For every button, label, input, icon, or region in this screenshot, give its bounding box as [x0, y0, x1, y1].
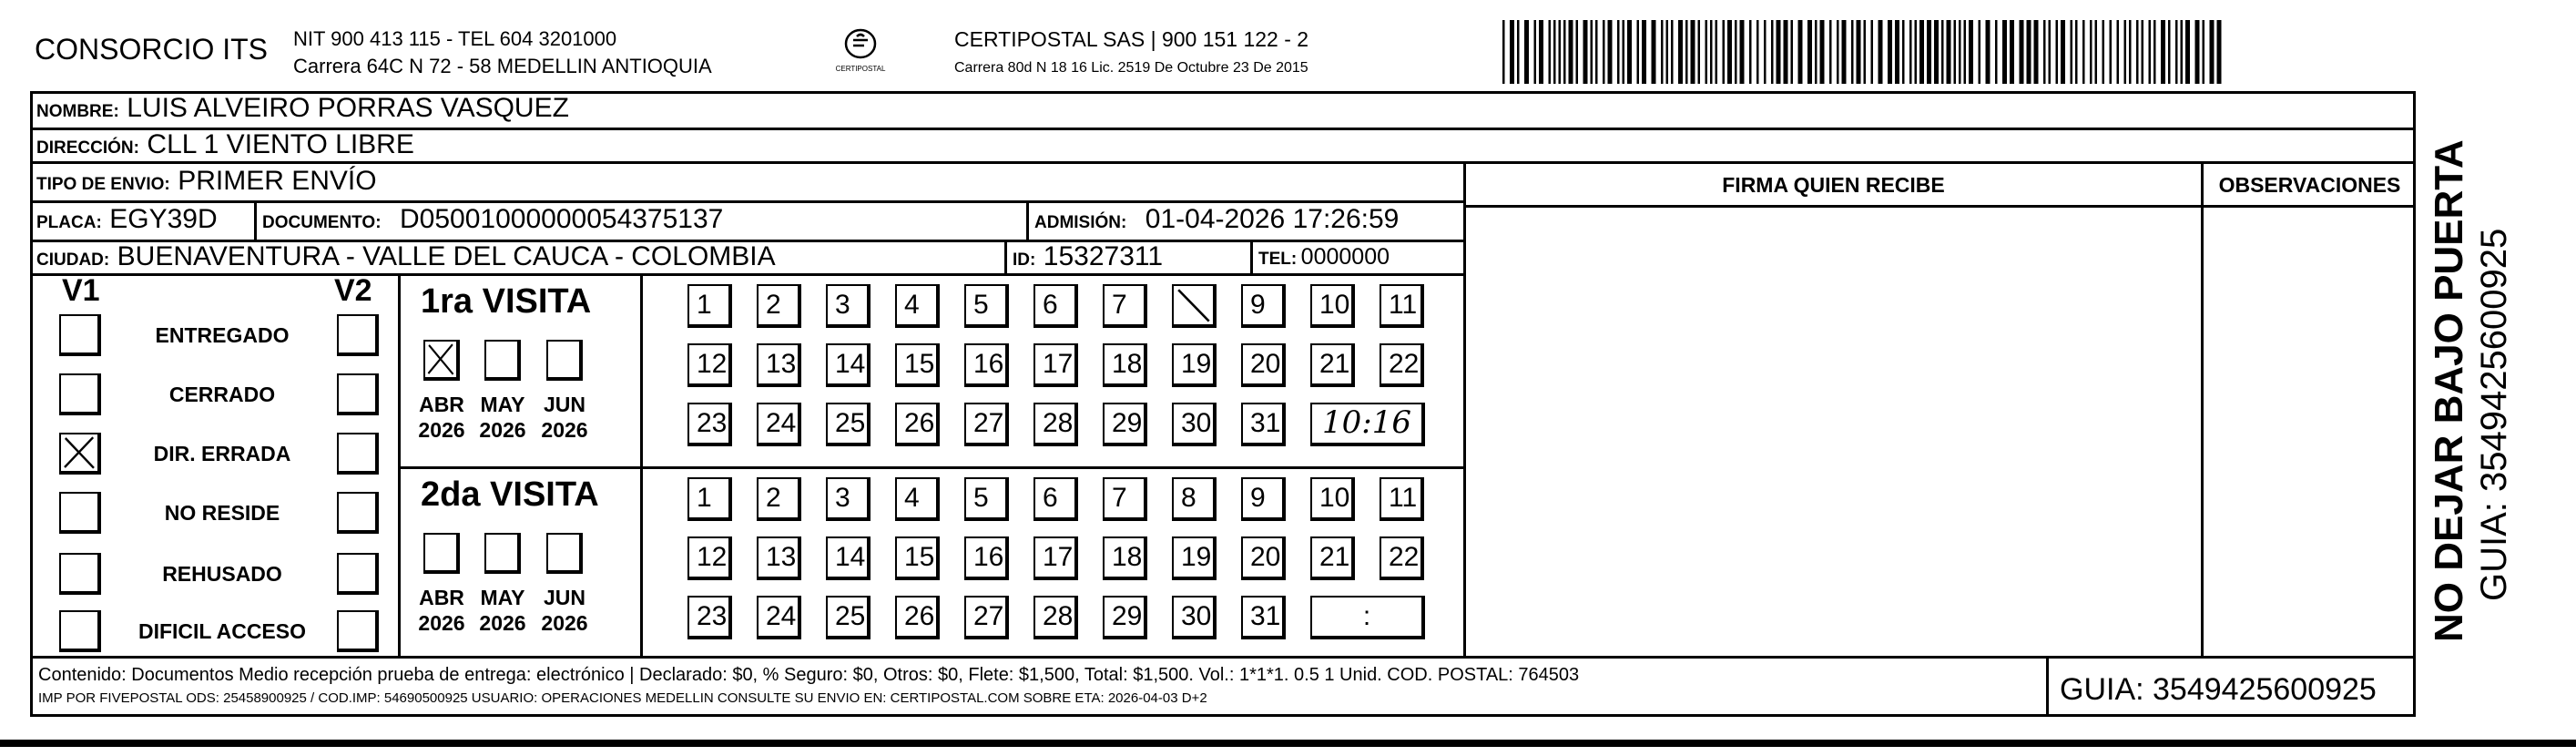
day-box[interactable]: 4 — [895, 477, 940, 521]
day-box[interactable]: 2 — [757, 284, 801, 328]
barcode-bar — [1710, 20, 1713, 84]
status-label: NO RESIDE — [164, 501, 280, 525]
day-box[interactable]: 17 — [1033, 536, 1078, 580]
barcode-bar — [2210, 20, 2215, 84]
direccion-row — [36, 129, 414, 160]
barcode-bar — [2090, 20, 2092, 84]
barcode-bar — [1637, 20, 1640, 84]
barcode-bar — [2043, 20, 2046, 84]
divider — [1004, 240, 1007, 273]
year-label: 2026 — [479, 418, 526, 442]
visit-title: 2da VISITA — [421, 475, 599, 514]
month-label: MAY — [480, 393, 525, 416]
barcode-bar — [1777, 20, 1781, 84]
barcode-bar — [1888, 20, 1892, 84]
day-box[interactable]: 5 — [964, 477, 1009, 521]
barcode-bar — [2168, 20, 2171, 84]
barcode-bar — [1820, 20, 1825, 84]
barcode-bar — [2149, 20, 2152, 84]
day-box[interactable]: 7 — [1103, 284, 1147, 328]
barcode-bar — [2117, 20, 2120, 84]
day-box[interactable]: 11 — [1380, 477, 1424, 521]
barcode-bar — [1705, 20, 1708, 84]
day-box[interactable]: 1 — [687, 284, 732, 328]
barcode-bar — [2153, 20, 2156, 84]
barcode-bar — [2129, 20, 2132, 84]
placa-label: PLACA: — [36, 213, 102, 232]
day-box[interactable]: 8 — [1172, 477, 1217, 521]
firma-header: FIRMA QUIEN RECIBE — [1722, 173, 1945, 197]
barcode-bar — [1716, 20, 1718, 84]
barcode-bar — [2010, 20, 2014, 84]
barcode-bar — [1798, 20, 1803, 84]
header — [0, 0, 2576, 91]
barcode-bar — [1661, 20, 1664, 84]
v2-checkbox[interactable] — [337, 433, 379, 475]
barcode-bar — [1829, 20, 1832, 84]
barcode-bar — [1979, 20, 1981, 84]
divider — [1463, 161, 1466, 656]
barcode-bar — [2110, 20, 2113, 84]
day-box[interactable]: 10 — [1310, 477, 1355, 521]
barcode-bar — [1851, 20, 1854, 84]
barcode-bar — [2027, 20, 2031, 84]
barcode-bar — [2082, 20, 2085, 84]
day-box[interactable]: 16 — [964, 536, 1009, 580]
barcode-bar — [1842, 20, 1847, 84]
day-box[interactable]: 31 — [1241, 403, 1286, 446]
barcode-bar — [1879, 20, 1883, 84]
nombre-row — [36, 93, 569, 124]
day-box[interactable]: 26 — [895, 596, 940, 639]
day-box[interactable]: 6 — [1033, 284, 1078, 328]
barcode-bar — [2124, 20, 2127, 84]
day-box[interactable]: 27 — [964, 596, 1009, 639]
month-checkbox[interactable] — [484, 340, 521, 381]
divider — [30, 161, 2416, 164]
day-box[interactable]: 2 — [757, 477, 801, 521]
barcode-bar — [1652, 20, 1656, 84]
x-mark-icon — [425, 342, 456, 377]
barcode-bar — [1954, 20, 1957, 84]
day-box[interactable]: 31 — [1241, 596, 1286, 639]
day-box[interactable]: 24 — [757, 403, 801, 446]
day-box[interactable]: 10 — [1310, 284, 1355, 328]
barcode-bar — [1807, 20, 1812, 84]
barcode-bar — [1524, 20, 1529, 84]
status-label: CERRADO — [168, 383, 276, 406]
day-box[interactable]: 30 — [1172, 403, 1217, 446]
barcode-bar — [1623, 20, 1625, 84]
day-box[interactable]: 28 — [1033, 403, 1078, 446]
barcode-bar — [1784, 20, 1788, 84]
day-box[interactable]: 30 — [1172, 596, 1217, 639]
day-box[interactable]: 11 — [1380, 284, 1424, 328]
barcode-bar — [1927, 20, 1931, 84]
barcode-bar — [2181, 20, 2184, 84]
barcode-bar — [1815, 20, 1817, 84]
barcode-bar — [2095, 20, 2098, 84]
documento-label: DOCUMENTO: — [262, 213, 382, 232]
barcode-bar — [1959, 20, 1961, 84]
nombre-label: NOMBRE: — [36, 102, 119, 121]
v2-checkbox[interactable] — [337, 314, 379, 356]
observaciones-area[interactable] — [2205, 209, 2414, 654]
day-box[interactable]: 5 — [964, 284, 1009, 328]
day-box[interactable]: 22 — [1380, 343, 1424, 387]
time-box[interactable]: : — [1310, 596, 1425, 639]
day-box[interactable]: 29 — [1103, 403, 1147, 446]
barcode-bar — [1569, 20, 1573, 84]
year-label: 2026 — [479, 611, 526, 635]
barcode-bar — [1559, 20, 1562, 84]
barcode-bar — [1837, 20, 1839, 84]
tel-field — [1258, 244, 1390, 271]
barcode-bar — [1864, 20, 1867, 84]
month-label: MAY — [480, 586, 525, 609]
divider — [398, 466, 1466, 469]
month-checkbox[interactable] — [484, 533, 521, 574]
barcode-graphic — [1502, 20, 2231, 84]
barcode-bar — [2161, 20, 2165, 84]
v2-checkbox[interactable] — [337, 492, 379, 534]
footer-imp: IMP POR FIVEPOSTAL ODS: 25458900925 / COD.IMP: 54690500925 USUARIO: OPERACIONES MEDELLIN CONSULTE SU ENVIO EN: CERTIPOSTAL.COM SOBRE ETA: 2026-04-03 D+2 — [38, 690, 1207, 706]
barcode-bar — [2175, 20, 2178, 84]
divider — [640, 273, 643, 656]
firma-area[interactable] — [1468, 209, 2199, 654]
barcode-bar — [1642, 20, 1646, 84]
observaciones-header: OBSERVACIONES — [2218, 173, 2401, 197]
barcode-bar — [1502, 20, 1505, 84]
barcode-bar — [1691, 20, 1695, 84]
year-label: 2026 — [541, 418, 588, 442]
divider — [2201, 161, 2204, 656]
status-label: ENTREGADO — [155, 323, 290, 347]
ciudad-field — [36, 241, 776, 272]
day-box[interactable]: 13 — [757, 536, 801, 580]
barcode-bar — [1771, 20, 1774, 84]
barcode-bar — [2071, 20, 2073, 84]
barcode-bar — [2056, 20, 2059, 84]
barcode-bar — [1595, 20, 1598, 84]
day-box[interactable] — [1172, 284, 1217, 328]
day-box[interactable]: 6 — [1033, 477, 1078, 521]
day-box[interactable]: 19 — [1172, 536, 1217, 580]
day-box[interactable]: 3 — [826, 284, 871, 328]
barcode-bar — [1969, 20, 1973, 84]
barcode-bar — [2049, 20, 2052, 84]
barcode-bar — [1749, 20, 1752, 84]
barcode-bar — [1723, 20, 1726, 84]
barcode-bar — [1857, 20, 1861, 84]
v2-checkbox[interactable] — [337, 610, 379, 652]
divider — [1466, 205, 2416, 208]
documento-value: D05001000000054375137 — [400, 204, 724, 234]
day-box[interactable]: 18 — [1103, 536, 1147, 580]
divider — [1026, 200, 1029, 240]
id-field — [1013, 241, 1163, 272]
visit-title: 1ra VISITA — [421, 282, 592, 321]
day-box[interactable]: 3 — [826, 477, 871, 521]
day-box[interactable]: 12 — [687, 343, 732, 387]
barcode-bar — [2195, 20, 2200, 84]
no-dejar-bajo-puerta: NO DEJAR BAJO PUERTA — [2427, 139, 2471, 642]
day-box[interactable]: 14 — [826, 343, 871, 387]
direccion-value: CLL 1 VIENTO LIBRE — [147, 129, 414, 159]
ciudad-label: CIUDAD: — [36, 250, 110, 270]
carrier-name: CERTIPOSTAL SAS | 900 151 122 - 2 — [954, 27, 1309, 51]
barcode-bar — [1563, 20, 1566, 84]
direccion-label: DIRECCIÓN: — [36, 138, 139, 158]
tipo-envio-value: PRIMER ENVÍO — [178, 166, 377, 196]
barcode-bar — [2136, 20, 2139, 84]
month-checkbox[interactable] — [546, 533, 583, 574]
v2-header: V2 — [334, 273, 372, 308]
barcode-bar — [1727, 20, 1732, 84]
admision-value: 01-04-2026 17:26:59 — [1145, 204, 1400, 234]
barcode-bar — [2103, 20, 2105, 84]
nombre-value: LUIS ALVEIRO PORRAS VASQUEZ — [127, 93, 569, 123]
v2-checkbox[interactable] — [337, 553, 379, 595]
v1-header: V1 — [62, 273, 100, 308]
day-box[interactable]: 9 — [1241, 477, 1286, 521]
barcode-bar — [1941, 20, 1944, 84]
barcode-bar — [1947, 20, 1951, 84]
barcode-bar — [1591, 20, 1593, 84]
barcode-bar — [1534, 20, 1537, 84]
day-box[interactable]: 1 — [687, 477, 732, 521]
day-box[interactable]: 15 — [895, 343, 940, 387]
x-mark-icon — [1174, 286, 1213, 324]
year-label: 2026 — [541, 611, 588, 635]
barcode-bar — [1735, 20, 1737, 84]
status-label: DIR. ERRADA — [153, 442, 291, 465]
barcode-bar — [1740, 20, 1745, 84]
barcode-bar — [1510, 20, 1514, 84]
divider — [30, 656, 2416, 659]
v2-checkbox[interactable] — [337, 373, 379, 415]
barcode-bar — [1617, 20, 1620, 84]
barcode-bar — [1603, 20, 1605, 84]
divider — [1250, 240, 1253, 273]
day-box[interactable]: 25 — [826, 403, 871, 446]
side-guia: GUIA: 3549425600925 — [2474, 228, 2514, 601]
ciudad-value: BUENAVENTURA - VALLE DEL CAUCA - COLOMBIA — [117, 241, 776, 271]
barcode-bar — [1627, 20, 1632, 84]
day-box[interactable]: 17 — [1033, 343, 1078, 387]
placa-field — [36, 204, 218, 235]
day-box[interactable]: 23 — [687, 403, 732, 446]
id-value: 15327311 — [1043, 241, 1164, 271]
placa-value: EGY39D — [109, 204, 218, 234]
company-address: Carrera 64C N 72 - 58 MEDELLIN ANTIOQUIA — [293, 55, 712, 77]
day-box[interactable]: 25 — [826, 596, 871, 639]
carrier-address: Carrera 80d N 18 16 Lic. 2519 De Octubre 23 De 2015 — [954, 60, 1308, 76]
admision-field — [1034, 204, 1399, 235]
barcode-bar — [1986, 20, 1991, 84]
barcode-bar — [1871, 20, 1874, 84]
month-label: ABR — [419, 586, 464, 609]
month-checkbox[interactable] — [423, 533, 460, 574]
barcode-bar — [1902, 20, 1905, 84]
barcode-bar — [2002, 20, 2007, 84]
divider — [398, 273, 401, 656]
barcode-bar — [1678, 20, 1683, 84]
barcode-bar — [1698, 20, 1701, 84]
day-box[interactable]: 20 — [1241, 536, 1286, 580]
barcode-bar — [1919, 20, 1924, 84]
barcode-bar — [1995, 20, 1998, 84]
barcode-bar — [1934, 20, 1939, 84]
month-checkbox[interactable] — [423, 340, 460, 381]
divider — [30, 273, 1466, 276]
barcode-bar — [1553, 20, 1556, 84]
day-box[interactable]: 26 — [895, 403, 940, 446]
id-label: ID: — [1013, 250, 1036, 270]
divider — [30, 200, 1466, 203]
barcode-bar — [1583, 20, 1588, 84]
tel-label: TEL: — [1258, 250, 1298, 269]
barcode-bar — [2061, 20, 2065, 84]
barcode-bar — [1666, 20, 1669, 84]
barcode-bar — [1685, 20, 1688, 84]
barcode-bar — [1895, 20, 1899, 84]
status-label: DIFICIL ACCESO — [137, 619, 306, 643]
month-label: JUN — [543, 393, 585, 416]
year-label: 2026 — [418, 418, 465, 442]
tipo-envio-label: TIPO DE ENVIO: — [36, 175, 170, 194]
documento-field — [262, 204, 723, 235]
barcode-bar — [2020, 20, 2024, 84]
barcode-bar — [2075, 20, 2078, 84]
certipostal-logo — [833, 26, 888, 78]
company-name: CONSORCIO ITS — [35, 33, 269, 66]
day-box[interactable]: 27 — [964, 403, 1009, 446]
barcode-bar — [1517, 20, 1520, 84]
barcode-bar — [1671, 20, 1674, 84]
barcode-bar — [2203, 20, 2205, 84]
barcode-bar — [2142, 20, 2144, 84]
svg-text:CERTIPOSTAL: CERTIPOSTAL — [835, 65, 886, 73]
footer-contenido: Contenido: Documentos Medio recepción prueba de entrega: electrónico | Declarado: $0, % Seguro: $0, Otros: $0, Flete: $1,500, Total: $1,500. Vol.: 1*1*1. 0.5 1 Unid. COD. POSTAL: 764503 — [38, 665, 1580, 685]
month-checkbox[interactable] — [546, 340, 583, 381]
admision-label: ADMISIÓN: — [1034, 213, 1127, 232]
day-box[interactable]: 20 — [1241, 343, 1286, 387]
barcode-bar — [1756, 20, 1759, 84]
barcode-bar — [1909, 20, 1912, 84]
divider — [2046, 656, 2049, 717]
day-box[interactable]: 29 — [1103, 596, 1147, 639]
day-box[interactable]: 28 — [1033, 596, 1078, 639]
day-box[interactable]: 19 — [1172, 343, 1217, 387]
barcode — [1502, 20, 2231, 84]
day-box[interactable]: 23 — [687, 596, 732, 639]
side-text — [2427, 96, 2527, 642]
tipo-envio-row — [36, 166, 377, 197]
day-box[interactable]: 15 — [895, 536, 940, 580]
barcode-bar — [1764, 20, 1767, 84]
barcode-bar — [2217, 20, 2222, 84]
barcode-bar — [1549, 20, 1552, 84]
day-box[interactable]: 21 — [1310, 343, 1355, 387]
divider — [254, 200, 257, 240]
day-box[interactable]: 16 — [964, 343, 1009, 387]
day-box[interactable]: 13 — [757, 343, 801, 387]
barcode-bar — [1608, 20, 1613, 84]
status-label: REHUSADO — [162, 562, 282, 586]
tel-value: 0000000 — [1300, 244, 1390, 270]
day-box[interactable]: 7 — [1103, 477, 1147, 521]
certipostal-logo-icon — [833, 26, 888, 78]
day-box[interactable]: 12 — [687, 536, 732, 580]
day-box[interactable]: 14 — [826, 536, 871, 580]
time-box[interactable]: 10:16 — [1310, 403, 1425, 446]
barcode-bar — [1576, 20, 1579, 84]
day-box[interactable]: 18 — [1103, 343, 1147, 387]
day-box[interactable]: 21 — [1310, 536, 1355, 580]
day-box[interactable]: 22 — [1380, 536, 1424, 580]
day-box[interactable]: 24 — [757, 596, 801, 639]
month-label: ABR — [419, 393, 464, 416]
barcode-bar — [1791, 20, 1794, 84]
bottom-rule — [0, 740, 2576, 747]
barcode-bar — [1964, 20, 1967, 84]
month-label: JUN — [543, 586, 585, 609]
barcode-bar — [1915, 20, 1918, 84]
company-nit: NIT 900 413 115 - TEL 604 3201000 — [293, 27, 617, 50]
footer-guia: GUIA: 3549425600925 — [2060, 672, 2377, 707]
day-box[interactable]: 4 — [895, 284, 940, 328]
barcode-bar — [2185, 20, 2190, 84]
year-label: 2026 — [418, 611, 465, 635]
barcode-bar — [1539, 20, 1543, 84]
day-box[interactable]: 9 — [1241, 284, 1286, 328]
barcode-bar — [2034, 20, 2039, 84]
